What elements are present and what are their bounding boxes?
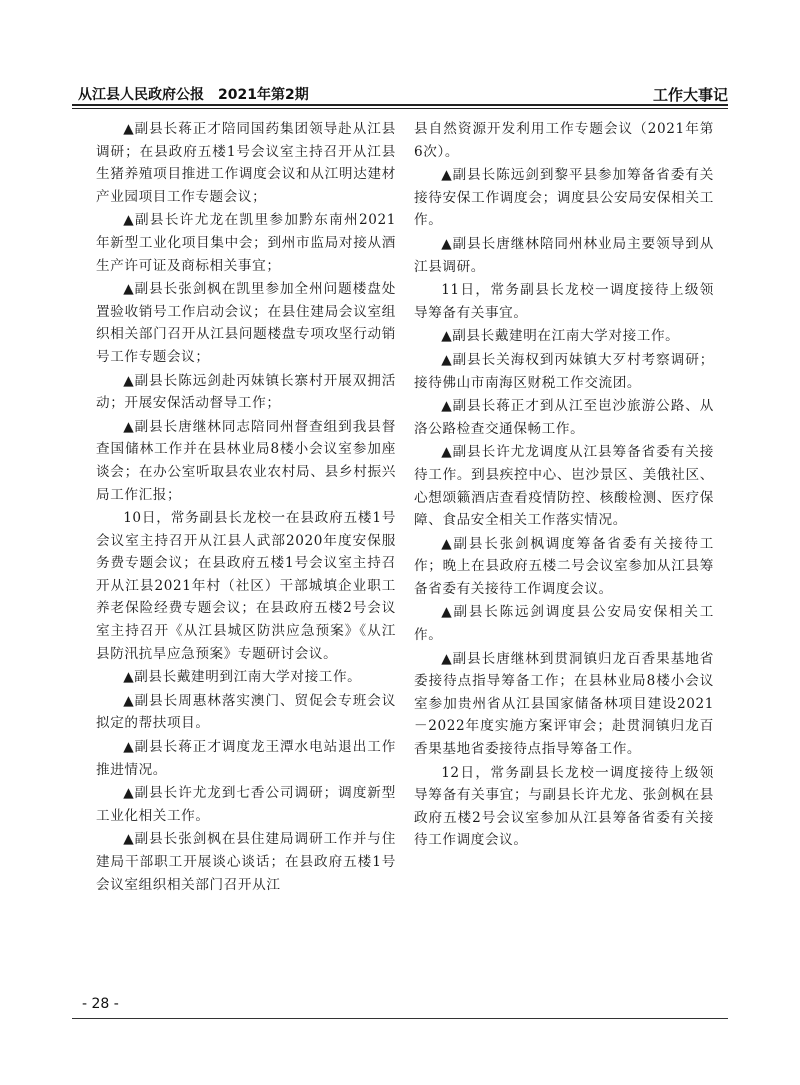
paragraph: 11日，常务副县长龙校一调度接待上级领导筹备有关事宜。	[414, 282, 714, 321]
paragraph: ▲副县长唐继林到贯洞镇归龙百香果基地省委接待点指导筹备工作；在县林业局8楼小会议室参加贵州省从江县国家储备林项目建设2021－2022年度实施方案评审会；赴贯洞镇归龙百香果基地省委接待点指导筹备工作。	[414, 650, 714, 758]
paragraph: ▲副县长唐继林同志陪同州督查组到我县督查国储林工作并在县林业局8楼小会议室参加座谈会；在办公室听取县农业农村局、县乡村振兴局工作汇报；	[96, 418, 396, 503]
paragraph: ▲副县长戴建明到江南大学对接工作。	[123, 669, 362, 686]
paragraph-continuation: 县自然资源开发利用工作专题会议（2021年第6次）。	[414, 121, 714, 160]
paragraph: ▲副县长张剑枫调度筹备省委有关接待工作；晚上在县政府五楼二号会议室参加从江县筹备省委有关接待工作调度会议。	[414, 535, 714, 597]
footer-rule	[72, 1018, 728, 1019]
page-number: - 28 -	[82, 996, 119, 1012]
running-header	[72, 82, 728, 104]
left-column	[96, 118, 396, 1018]
paragraph: ▲副县长许尤龙在凯里参加黔东南州2021年新型工业化项目集中会；到州市监局对接从酒生产许可证及商标相关事宜；	[96, 212, 396, 274]
paragraph: ▲副县长许尤龙到七香公司调研；调度新型工业化相关工作。	[96, 785, 396, 824]
paragraph: ▲副县长陈远剑赴丙妹镇长寨村开展双拥活动；开展安保活动督导工作；	[96, 372, 396, 412]
paragraph: ▲副县长蒋正才陪同国药集团领导赴从江县调研；在县政府五楼1号会议室主持召开从江县生猪养殖项目推进工作调度会议和从江明达建材产业园项目工作专题会议；	[96, 121, 396, 205]
header-section-title: 工作大事记	[652, 86, 728, 104]
right-column	[414, 118, 714, 1018]
paragraph: 10日，常务副县长龙校一在县政府五楼1号会议室主持召开从江县人武部2020年度安保服务费专题会议；在县政府五楼1号会议室主持召开从江县2021年村（社区）干部城填企业职工养老保险经费专题会议；在县政府五楼2号会议室主持召开《从江县城区防洪应急预案》《从江县防汛抗旱应急预案》专题研讨会议。	[96, 510, 396, 662]
paragraph: ▲副县长许尤龙调度从江县筹备省委有关接待工作。到县疾控中心、岜沙景区、美俄社区、心想颂籁酒店查看疫情防控、核酸检测、医疗保障、食品安全相关工作落实情况。	[414, 444, 714, 529]
paragraph: ▲副县长戴建明在江南大学对接工作。	[441, 328, 680, 345]
paragraph: ▲副县长张剑枫在县住建局调研工作并与住建局干部职工开展谈心谈话；在县政府五楼1号会议室组织相关部门召开从江	[96, 831, 396, 893]
header-rule-thick	[72, 104, 728, 106]
paragraph: ▲副县长蒋正才调度龙王潭水电站退出工作推进情况。	[96, 739, 396, 778]
paragraph: 12日，常务副县长龙校一调度接待上级领导筹备有关事宜；与副县长许尤龙、张剑枫在县政府五楼2号会议室参加从江县筹备省委有关接待工作调度会议。	[414, 764, 714, 849]
header-issue: 2021年第2期	[218, 87, 309, 103]
paragraph: ▲副县长蒋正才到从江至岜沙旅游公路、从洛公路检查交通保畅工作。	[414, 398, 714, 437]
paragraph: ▲副县长陈远剑到黎平县参加筹备省委有关接待安保工作调度会；调度县公安局安保相关工作。	[414, 167, 714, 229]
header-rule-thin	[72, 108, 728, 109]
paragraph: ▲副县长关海权到丙妹镇大歹村考察调研；接待佛山市南海区财税工作交流团。	[414, 351, 714, 391]
header-publication-name: 从江县人民政府公报	[78, 87, 204, 103]
header-publication-block	[78, 84, 309, 104]
paragraph: ▲副县长周惠林落实澳门、贸促会专班会议拟定的帮扶项目。	[96, 692, 396, 732]
paragraph: ▲副县长张剑枫在凯里参加全州问题楼盘处置验收销号工作启动会议；在县住建局会议室组织相关部门召开从江县问题楼盘专项攻坚行动销号工作专题会议；	[96, 281, 396, 365]
paragraph: ▲副县长陈远剑调度县公安局安保相关工作。	[414, 604, 714, 644]
paragraph: ▲副县长唐继林陪同州林业局主要领导到从江县调研。	[414, 235, 714, 275]
